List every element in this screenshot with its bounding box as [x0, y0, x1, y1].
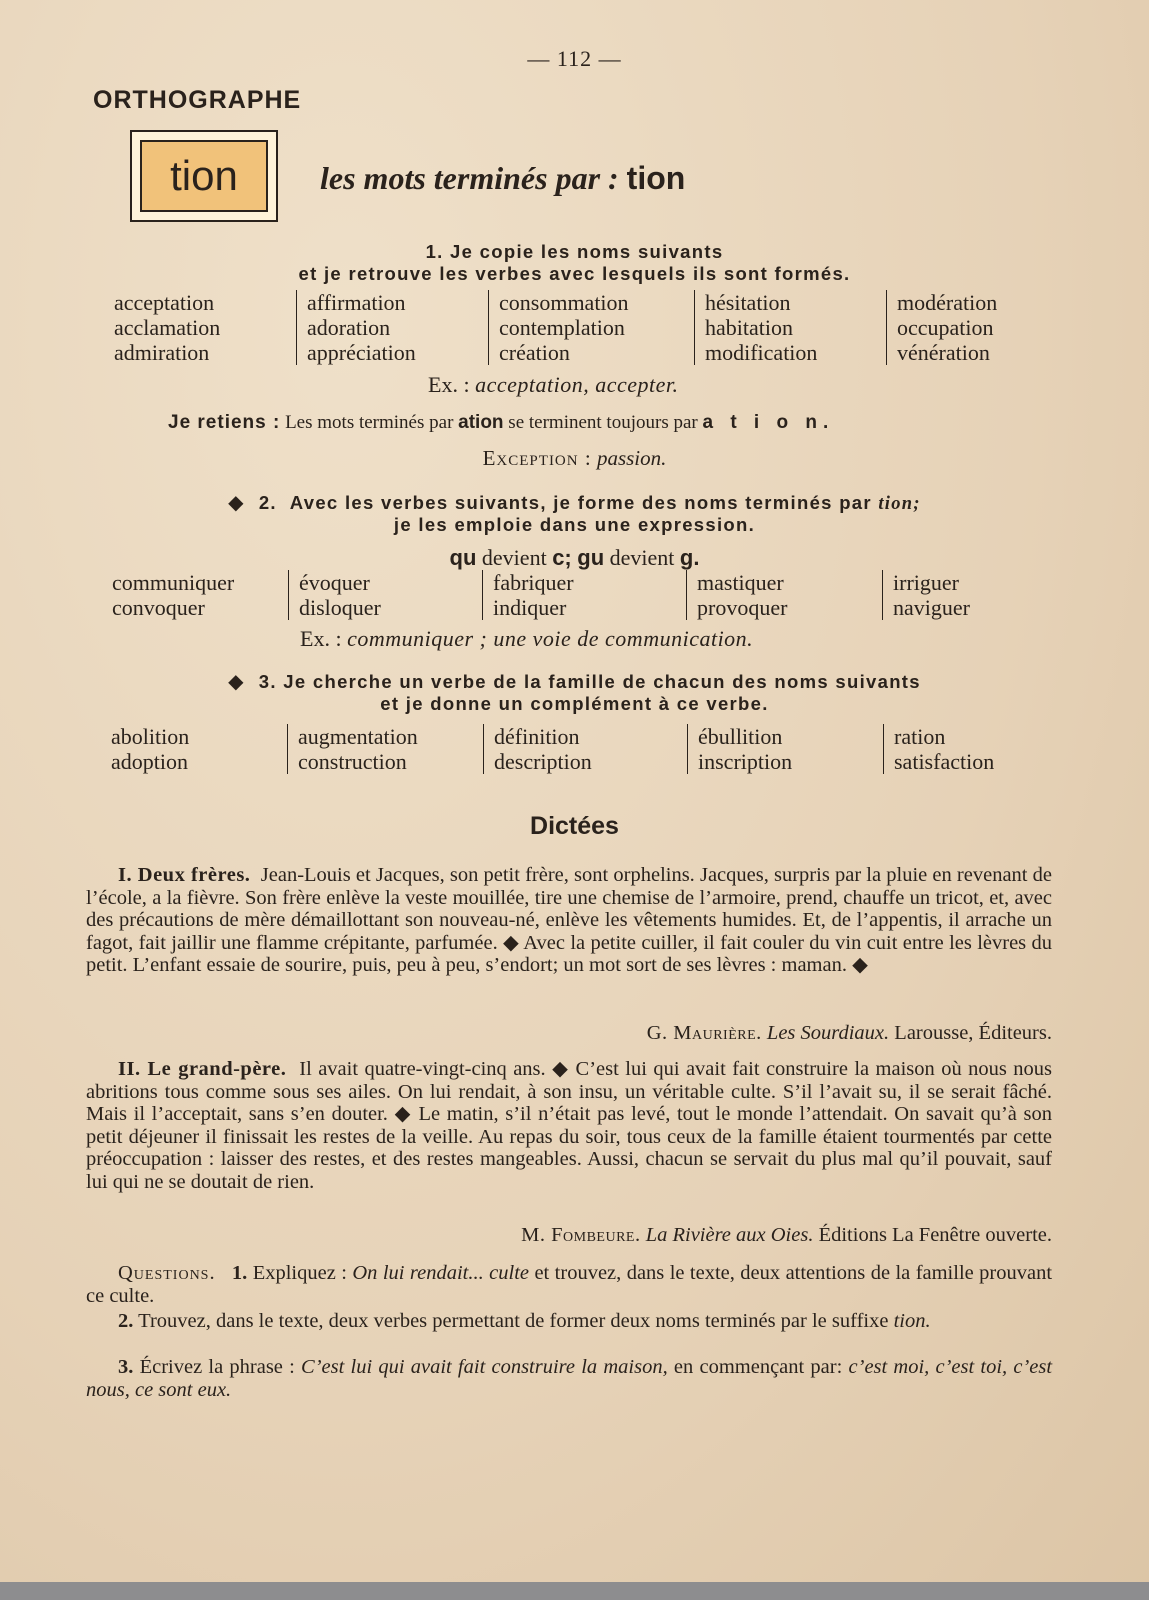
word-item: vénération [897, 340, 990, 365]
exercise1-word-grid [114, 290, 1066, 365]
dictee-2-title: II. Le grand-père. [118, 1058, 287, 1080]
word-item: habitation [705, 315, 793, 340]
word-item: évoquer [299, 570, 370, 595]
word-item: description [494, 749, 592, 774]
sub-rule-a: qu [449, 545, 477, 570]
exercise2-word-grid [112, 570, 1042, 620]
word-item: satisfaction [894, 749, 995, 774]
q3-number: 3. [118, 1356, 134, 1378]
word-item: adoration [307, 315, 391, 340]
source-author: M. Fombeure. [521, 1224, 641, 1246]
dictee-1-title: I. Deux frères. [118, 864, 251, 886]
dictee-2 [86, 1058, 1052, 1193]
page-number: — 112 — [527, 46, 622, 71]
exception-label: Exception : [482, 446, 592, 470]
question-3 [86, 1356, 1052, 1401]
word-item: acceptation [114, 290, 215, 315]
q1-number: 1. [231, 1262, 248, 1284]
word-item: adoption [111, 749, 188, 774]
dictee-1-text: Jean-Louis et Jacques, son petit frère, sont orphelins. Jacques, surpris par la pluie en revenant de l’école, a la fièvre. Son frère enlève la veste mouillée, tire une chemise de l’armoire, prend, chauffe un tricot, et, avec des précautions de mère démaillottant son nouveau-né, enlève les vêtements humides. Et, de l’appentis, il arrache un fagot, fait jaillir une flamme crépitante, parfumée. ◆ Avec la petite cuiller, il fait couler du vin cuit entre les lèvres du petit. L’enfant essaie de sourire, puis, peu à peu, s’endort; un mot sort de ses lèvres : maman. ◆ [86, 864, 1052, 976]
section-label: ORTHOGRAPHE [93, 86, 302, 114]
word-column [287, 724, 483, 774]
rule-term: ation [458, 412, 504, 433]
source-publisher: Éditions La Fenêtre ouverte. [818, 1224, 1052, 1246]
word-column [886, 290, 1066, 365]
q1-quote: On lui rendait... culte [352, 1262, 530, 1284]
word-item: disloquer [299, 595, 381, 620]
word-item: augmentation [298, 724, 418, 749]
exception-word: passion. [596, 446, 667, 470]
rule [168, 412, 834, 434]
question-2 [86, 1310, 1052, 1333]
exercise1-instruction-line2: et je retrouve les verbes avec lesquels ils sont formés. [298, 263, 851, 284]
source-author: G. Maurière. [646, 1022, 762, 1044]
word-item: acclamation [114, 315, 221, 340]
word-column [488, 290, 694, 365]
exercise2-instruction-line2: je les emploie dans une expression. [393, 514, 756, 535]
word-column [112, 570, 288, 620]
word-column [482, 570, 686, 620]
word-item: définition [494, 724, 580, 749]
word-column [288, 570, 482, 620]
exercise2-sub-rule [0, 545, 1149, 571]
example-text: acceptation, accepter. [475, 372, 679, 397]
sub-rule-f: g. [679, 545, 700, 570]
word-item: mastiquer [697, 570, 784, 595]
exercise3-text: 3. Je cherche un verbe de la famille de chacun des noms suivants [258, 671, 921, 692]
example-text: communiquer ; une voie de communication. [347, 626, 754, 651]
diamond-icon: ◆ [228, 671, 245, 693]
exercise2-text: Avec les verbes suivants, je forme des noms terminés par [289, 492, 872, 513]
dictee-1 [86, 864, 1052, 977]
scanner-edge [0, 1582, 1149, 1600]
sub-rule-c: c; [552, 545, 572, 570]
word-item: affirmation [307, 290, 406, 315]
q2-suffix: tion. [893, 1310, 931, 1332]
rule-text-after: se terminent toujours par [508, 412, 698, 433]
word-item: contemplation [499, 315, 625, 340]
q1-a: Expliquez : [252, 1262, 347, 1284]
example-prefix: Ex. : [300, 626, 342, 651]
word-item: convoquer [112, 595, 205, 620]
lesson-badge-text: tion [140, 140, 268, 212]
questions-label: Questions. [118, 1262, 216, 1284]
dictee-2-source [521, 1224, 1052, 1247]
q3-quote: C’est lui qui avait fait construire la maison, [301, 1356, 668, 1378]
word-item: indiquer [493, 595, 567, 620]
lesson-badge [130, 130, 278, 222]
exercise2-number: 2. [258, 492, 277, 513]
sub-rule-b: devient [481, 545, 547, 570]
source-title: La Rivière aux Oies. [645, 1224, 814, 1246]
rule-lead: Je retiens : [168, 412, 281, 433]
q3-a: Écrivez la phrase : [139, 1356, 295, 1378]
word-item: modération [897, 290, 998, 315]
word-column [687, 724, 883, 774]
lesson-title-script: les mots terminés par : [320, 160, 619, 196]
exercise3-instruction-line2: et je donne un complément à ce verbe. [380, 693, 769, 714]
word-item: fabriquer [493, 570, 574, 595]
word-item: naviguer [893, 595, 970, 620]
word-item: inscription [698, 749, 793, 774]
exercise1-instruction-line1: 1. Je copie les noms suivants [425, 241, 724, 262]
word-item: provoquer [697, 595, 788, 620]
source-publisher: Larousse, Éditeurs. [894, 1022, 1052, 1044]
q2-number: 2. [118, 1310, 134, 1332]
word-item: ébullition [698, 724, 783, 749]
exercise1-example [428, 372, 679, 398]
word-item: appréciation [307, 340, 416, 365]
word-column [882, 570, 1042, 620]
word-item: création [499, 340, 570, 365]
word-item: irriguer [893, 570, 959, 595]
q2-a: Trouvez, dans le texte, deux verbes permettant de former deux noms terminés par le suffixe [138, 1310, 889, 1332]
word-item: communiquer [112, 570, 235, 595]
diamond-icon: ◆ [228, 492, 245, 514]
word-column [114, 290, 296, 365]
dictees-heading: Dictées [530, 812, 619, 840]
lesson-title [320, 160, 685, 197]
word-column [883, 724, 1043, 774]
word-column [483, 724, 687, 774]
question-1 [86, 1262, 1052, 1307]
word-column [111, 724, 287, 774]
rule-text-before: Les mots terminés par [285, 412, 454, 433]
q3-list: c’est moi, c’est toi, c’est nous, ce sont eux. [86, 1356, 1053, 1401]
word-column [686, 570, 882, 620]
word-item: admiration [114, 340, 210, 365]
word-item: consommation [499, 290, 629, 315]
exercise2-example [300, 626, 753, 652]
word-column [296, 290, 488, 365]
lesson-title-suffix: tion [626, 160, 686, 196]
q3-b: en commençant par: [673, 1356, 843, 1378]
exercise3-instruction-line1 [0, 670, 1149, 694]
source-title: Les Sourdiaux. [766, 1022, 890, 1044]
q1-b: et trouvez, dans le texte, deux attentions de la famille prouvant ce culte. [86, 1262, 1053, 1307]
word-item: construction [298, 749, 407, 774]
word-column [694, 290, 886, 365]
word-item: occupation [897, 315, 994, 340]
dictee-1-source [647, 1022, 1052, 1045]
word-item: ration [894, 724, 946, 749]
exception [0, 446, 1149, 471]
exercise3-word-grid [111, 724, 1043, 774]
word-item: modification [705, 340, 818, 365]
example-prefix: Ex. : [428, 372, 470, 397]
sub-rule-e: devient [609, 545, 675, 570]
exercise2-suffix: tion; [878, 494, 921, 514]
word-item: hésitation [705, 290, 791, 315]
rule-term2: a t i o n. [702, 412, 835, 433]
word-item: abolition [111, 724, 190, 749]
sub-rule-d: gu [577, 545, 605, 570]
dictee-2-text: Il avait quatre-vingt-cinq ans. ◆ C’est lui qui avait fait construire la maison où nous nous abritions tous comme sous ses ailes. On lui rendait, à son insu, un véritable culte. S’il l’avait su, il se serait fâché. Mais il l’acceptait, sans s’en douter. ◆ Le matin, s’il n’était pas levé, tout le monde l’attendait. On savait qu’à son petit déjeuner il finissait les restes de la veille. Au repas du soir, tous ceux de la famille étaient tourmentés par cette préoccupation : laisser des restes, et des restes mangeables. Aussi, chacun se servait du plus mal qu’il pouvait, sauf lui qui ne se doutait de rien. [86, 1058, 1053, 1193]
